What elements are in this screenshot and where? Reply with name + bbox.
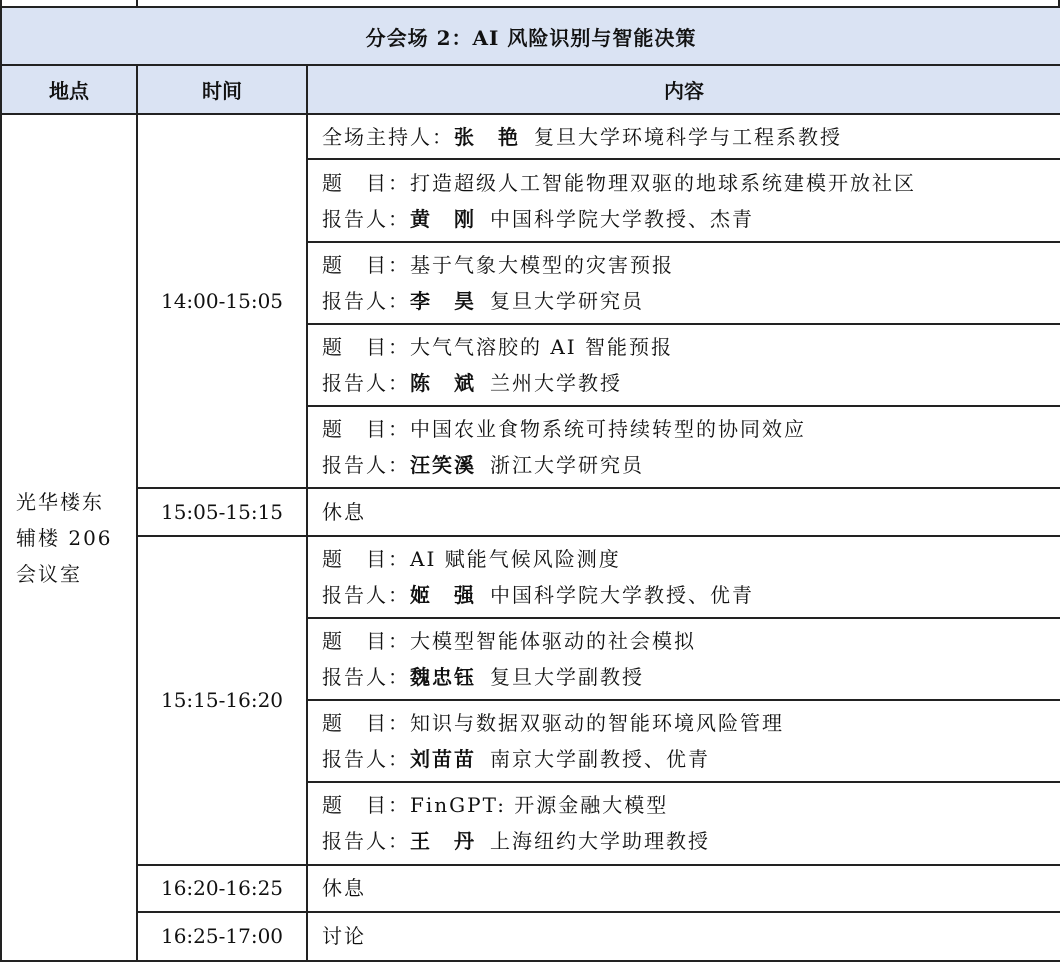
discussion-row <box>307 912 1060 961</box>
break-label: 休息 <box>322 876 366 901</box>
speaker-label: 报告人： <box>322 371 410 396</box>
session-schedule-table <box>0 6 1060 962</box>
talk-title: 基于气象大模型的灾害预报 <box>410 252 674 277</box>
talk-row <box>307 159 1060 241</box>
host-affiliation: 复旦大学环境科学与工程系教授 <box>534 124 842 149</box>
speaker-affiliation: 中国科学院大学教授、杰青 <box>490 206 754 231</box>
speaker-label: 报告人： <box>322 747 410 772</box>
talk-title: 大气气溶胶的 AI 智能预报 <box>410 335 674 360</box>
speaker-affiliation: 兰州大学教授 <box>490 371 622 396</box>
time-slot-5: 16:25-17:00 <box>137 912 307 961</box>
time-slot-3: 15:15-16:20 <box>137 536 307 865</box>
talk-row <box>307 618 1060 700</box>
title-label: 题 目： <box>322 711 410 736</box>
header-location: 地点 <box>1 65 137 114</box>
speaker-name: 刘苗苗 <box>410 747 476 772</box>
break-label: 休息 <box>322 500 366 525</box>
title-label: 题 目： <box>322 793 410 818</box>
time-slot-2: 15:05-15:15 <box>137 488 307 535</box>
speaker-name: 黄 刚 <box>410 206 476 231</box>
speaker-label: 报告人： <box>322 829 410 854</box>
talk-title: AI 赋能气候风险测度 <box>410 546 621 571</box>
discussion-label: 讨论 <box>322 924 366 949</box>
location-cell <box>1 114 137 961</box>
talk-title: 大模型智能体驱动的社会模拟 <box>410 628 696 653</box>
talk-title: FinGPT: 开源金融大模型 <box>410 793 669 818</box>
speaker-label: 报告人： <box>322 453 410 478</box>
break-row <box>307 865 1060 912</box>
title-label: 题 目： <box>322 628 410 653</box>
talk-row <box>307 242 1060 324</box>
speaker-name: 陈 斌 <box>410 371 476 396</box>
speaker-name: 姬 强 <box>410 582 476 607</box>
talk-title: 知识与数据双驱动的智能环境风险管理 <box>410 711 784 736</box>
talk-title: 中国农业食物系统可持续转型的协同效应 <box>410 417 806 442</box>
speaker-label: 报告人： <box>322 664 410 689</box>
speaker-affiliation: 复旦大学研究员 <box>490 288 644 313</box>
location-line-3: 会议室 <box>16 561 82 586</box>
speaker-affiliation: 上海纽约大学助理教授 <box>490 829 710 854</box>
time-slot-1: 14:00-15:05 <box>137 114 307 488</box>
break-row <box>307 488 1060 535</box>
talk-row <box>307 782 1060 864</box>
speaker-affiliation: 复旦大学副教授 <box>490 664 644 689</box>
speaker-label: 报告人： <box>322 206 410 231</box>
title-label: 题 目： <box>322 546 410 571</box>
talk-row <box>307 406 1060 488</box>
speaker-name: 魏忠钰 <box>410 664 476 689</box>
location-line-1: 光华楼东 <box>16 489 104 514</box>
talk-row <box>307 324 1060 406</box>
talk-row <box>307 700 1060 782</box>
speaker-label: 报告人： <box>322 288 410 313</box>
title-label: 题 目： <box>322 170 410 195</box>
host-name: 张 艳 <box>454 124 520 149</box>
talk-row <box>307 536 1060 618</box>
speaker-affiliation: 中国科学院大学教授、优青 <box>490 582 754 607</box>
header-time: 时间 <box>137 65 307 114</box>
time-slot-4: 16:20-16:25 <box>137 865 307 912</box>
talk-title: 打造超级人工智能物理双驱的地球系统建模开放社区 <box>410 170 916 195</box>
header-content: 内容 <box>307 65 1060 114</box>
speaker-name: 李 昊 <box>410 288 476 313</box>
session-title: 分会场 2：AI 风险识别与智能决策 <box>1 7 1060 65</box>
location-line-2: 辅楼 206 <box>16 525 113 550</box>
speaker-label: 报告人： <box>322 582 410 607</box>
title-label: 题 目： <box>322 252 410 277</box>
title-label: 题 目： <box>322 417 410 442</box>
speaker-affiliation: 南京大学副教授、优青 <box>490 747 710 772</box>
speaker-affiliation: 浙江大学研究员 <box>490 453 644 478</box>
host-label: 全场主持人： <box>322 124 454 149</box>
host-row <box>307 114 1060 159</box>
title-label: 题 目： <box>322 335 410 360</box>
speaker-name: 汪笑溪 <box>410 453 476 478</box>
speaker-name: 王 丹 <box>410 829 476 854</box>
